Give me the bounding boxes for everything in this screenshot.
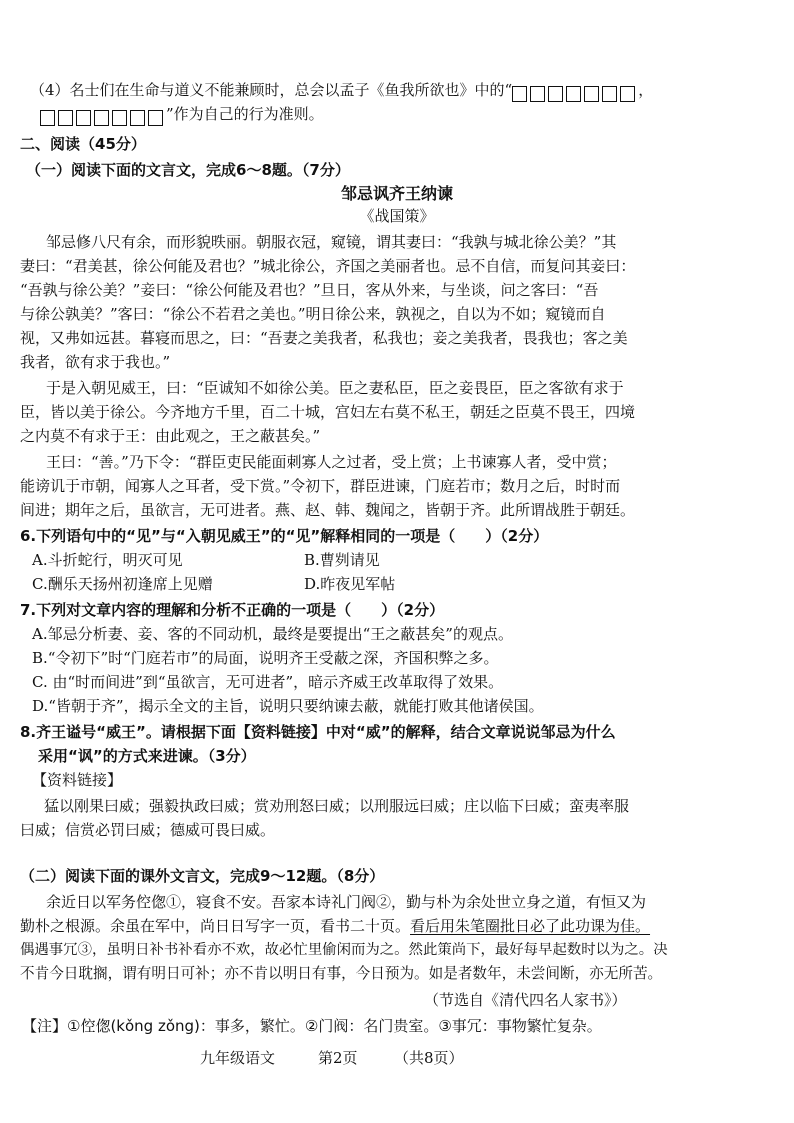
footer-page-number: 第2页 (318, 1049, 358, 1067)
part1-title: （一）阅读下面的文言文，完成6～8题。（7分） (26, 161, 350, 179)
passage-line: “吾孰与徐公美？”妾曰：“徐公何能及君也？”旦日，客从外来，与坐谈，问之客曰：“吾 (20, 281, 599, 299)
passage2-line: 偶遇事冗③，虽明日补书补看亦不欢，故必忙里偷闲而为之。然此策尚下，最好每早起数时以为之。决 (20, 942, 668, 958)
answer-box[interactable] (58, 110, 73, 126)
article-title: 邹忌讽齐王纳谏 (340, 184, 453, 203)
q6-option-b[interactable]: B.曹刿请见 (304, 551, 380, 569)
answer-box[interactable] (112, 110, 127, 126)
answer-box[interactable] (512, 86, 527, 102)
q4-line1 (30, 80, 653, 103)
q4-line2-text: ”作为自己的行为准则。 (166, 105, 324, 123)
answer-box[interactable] (94, 110, 109, 126)
passage-line: 视，又弗如远甚。暮寝而思之，曰：“吾妻之美我者，私我也；妾之美我者，畏我也；客之美 (20, 329, 628, 347)
q4-answer-boxes-2[interactable] (40, 107, 166, 127)
q7-option-c[interactable]: C. 由“时而间进”到“虽欲言，无可进者”，暗示齐威王改革取得了效果。 (32, 673, 504, 691)
answer-box[interactable] (130, 110, 145, 126)
resource-link-title: 【资料链接】 (32, 771, 123, 789)
resource-link-line: 猛以刚果曰威；强毅执政曰威；赏劝刑怒曰威；以刑服远曰威；庄以临下曰威；蛮夷率服 (44, 797, 630, 815)
annotation-note: 【注】①倥偬(kǒng zǒng)：事多，繁忙。②门阀：名门贵室。③事冗：事物繁忙复杂。 (22, 1017, 602, 1035)
passage2-line2-text: 勤朴之根源。余虽在军中，尚日日写字一页，看书二十页。 (20, 917, 411, 935)
passage-line: 王曰：“善。”乃下令：“群臣吏民能面刺寡人之过者，受上赏；上书谏寡人者，受中赏； (46, 453, 617, 471)
q7-stem: 7.下列对文章内容的理解和分析不正确的一项是（ ）（2分） (20, 601, 445, 619)
underlined-sentence: 看后用朱笔圈批日必了此功课为佳。 (410, 917, 651, 935)
section-title: 二、阅读（45分） (20, 135, 146, 153)
passage-line: 能谤讥于市朝，闻寡人之耳者，受下赏。”令初下，群臣进谏，门庭若市；数月之后，时时而 (20, 477, 621, 495)
answer-box[interactable] (584, 86, 599, 102)
q6-option-a[interactable]: A.斗折蛇行，明灭可见 (32, 551, 183, 569)
passage-line: 与徐公孰美？”客曰：“徐公不若君之美也。”明日徐公来，孰视之，自以为不如；窥镜而自 (20, 305, 606, 323)
answer-box[interactable] (148, 110, 163, 126)
resource-link-line: 曰威；信赏必罚曰威；德威可畏曰威。 (20, 821, 276, 839)
article-source: 《战国策》 (359, 207, 435, 225)
answer-box[interactable] (566, 86, 581, 102)
q6-option-c[interactable]: C.酬乐天扬州初逢席上见赠 (32, 575, 213, 593)
q6-option-d[interactable]: D.昨夜见军帖 (304, 575, 396, 593)
q8-stem-line2: 采用“讽”的方式来进谏。（3分） (38, 747, 256, 765)
passage2-source: （节选自《清代四名人家书》） (424, 991, 627, 1009)
passage-line: 我者，欲有求于我也。” (20, 353, 171, 371)
q8-stem-line1: 8.齐王谥号“威王”。请根据下面【资料链接】中对“威”的解释，结合文章说说邹忌为什么 (20, 723, 616, 741)
q6-stem: 6.下列语句中的“见”与“入朝见威王”的“见”解释相同的一项是（ ）（2分） (20, 527, 549, 545)
q4-line1-text: （4）名士们在生命与道义不能兼顾时，总会以孟子《鱼我所欲也》中的“ (30, 81, 513, 99)
passage-line: 于是入朝见威王，曰：“臣诚知不如徐公美。臣之妻私臣，臣之妾畏臣，臣之客欲有求于 (46, 379, 624, 397)
passage-line: 妻曰：“君美甚，徐公何能及君也？”城北徐公，齐国之美丽者也。忌不自信，而复问其妾曰： (20, 257, 636, 275)
passage2-line: 不肯今日耽搁，谓有明日可补；亦不肯以明日有事，今日预为。如是者数年，未尝间断，亦无所苦。 (20, 965, 663, 982)
answer-box[interactable] (602, 86, 617, 102)
answer-box[interactable] (548, 86, 563, 102)
answer-box[interactable] (40, 110, 55, 126)
q4-line1-end: ， (638, 81, 654, 99)
q4-line2 (40, 104, 324, 127)
passage-line: 邹忌修八尺有余，而形貌昳丽。朝服衣冠，窥镜，谓其妻曰：“我孰与城北徐公美？”其 (46, 233, 617, 251)
answer-box[interactable] (530, 86, 545, 102)
passage2-line: 余近日以军务倥偬①，寝食不安。吾家本诗礼门阀②，勤与朴为余处世立身之道，有恒又为 (46, 893, 647, 911)
footer-total-pages: （共8页） (394, 1049, 464, 1067)
q7-option-b[interactable]: B.“令初下”时“门庭若市”的局面，说明齐王受蔽之深，齐国积弊之多。 (32, 649, 499, 667)
passage-line: 间进；期年之后，虽欲言，无可进者。燕、赵、韩、魏闻之，皆朝于齐。此所谓战胜于朝廷。 (20, 501, 636, 519)
footer-subject: 九年级语文 (200, 1049, 276, 1067)
answer-box[interactable] (76, 110, 91, 126)
q4-answer-boxes-1[interactable] (512, 83, 638, 103)
passage-line: 臣，皆以美于徐公。今齐地方千里，百二十城，宫妇左右莫不私王，朝廷之臣莫不畏王，四境 (20, 403, 636, 421)
answer-box[interactable] (620, 86, 635, 102)
part2-title: （二）阅读下面的课外文言文，完成9～12题。（8分） (20, 867, 385, 885)
q7-option-a[interactable]: A.邹忌分析妻、妾、客的不同动机，最终是要提出“王之蔽甚矣”的观点。 (32, 625, 513, 643)
q7-option-d[interactable]: D.“皆朝于齐”，揭示全文的主旨，说明只要纳谏去蔽，就能打败其他诸侯国。 (32, 697, 544, 715)
passage-line: 之内莫不有求于王：由此观之，王之蔽甚矣。” (20, 427, 321, 445)
passage2-line (20, 916, 650, 936)
